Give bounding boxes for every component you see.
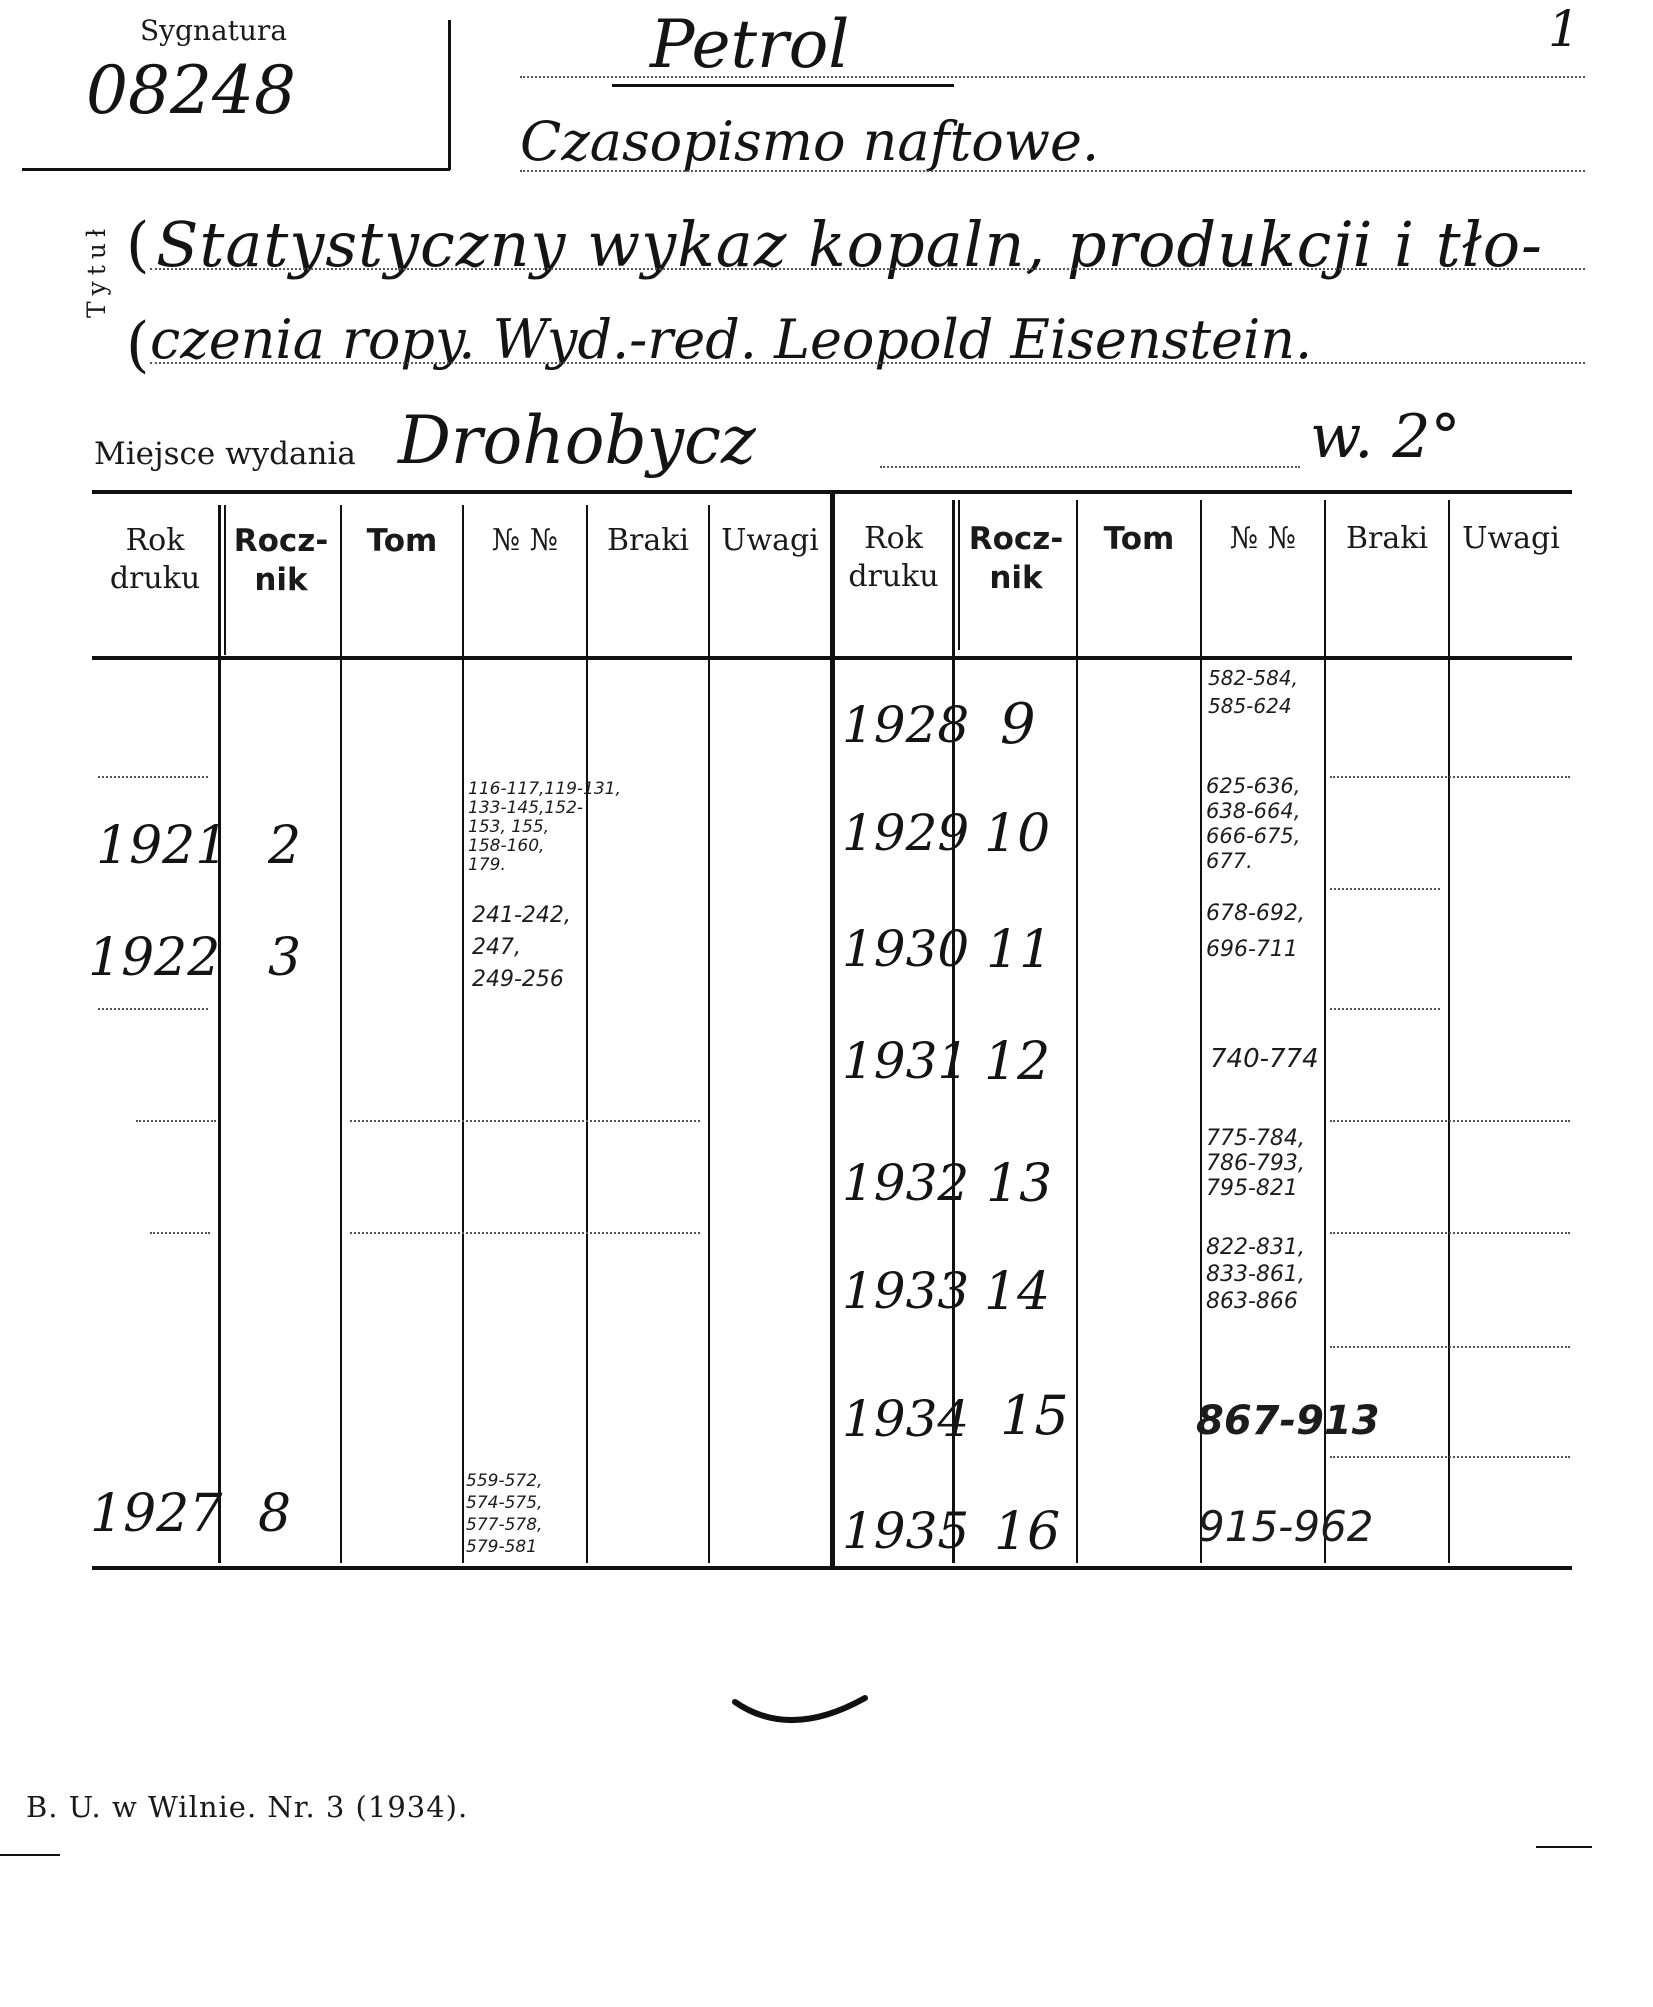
row-separator [1330, 1008, 1440, 1010]
left-row-1921-year: 1921 [96, 816, 229, 876]
format-value: w. 2° [1310, 402, 1461, 472]
right-row-1931-year: 1931 [842, 1032, 970, 1090]
right-row-1928-volume: 9 [1000, 692, 1036, 757]
right-row-1935-year: 1935 [842, 1502, 970, 1560]
signature-underline [22, 168, 450, 171]
number-range: 582-584, [1208, 666, 1298, 690]
number-range: 833-861, [1206, 1262, 1305, 1287]
right-row-1934-year: 1934 [842, 1390, 970, 1448]
header-rocz-line2: nik [254, 561, 308, 598]
col-divider-l2 [340, 505, 342, 1563]
row-separator [1330, 776, 1570, 778]
left-row-1927-year: 1927 [90, 1484, 223, 1544]
right-row-1930-volume: 11 [986, 920, 1053, 980]
number-range: 677. [1206, 849, 1253, 873]
header-rok-line2: druku [109, 560, 201, 596]
header-uwagi-left: Uwagi [721, 523, 819, 558]
right-row-1935-numbers: 915-962 [1198, 1502, 1374, 1551]
right-row-1928-year: 1928 [842, 696, 970, 754]
header-rok-line1: Rok [125, 523, 185, 558]
edge-mark-left [0, 1854, 60, 1856]
number-range: 822-831, [1206, 1235, 1305, 1260]
row-separator [98, 1008, 208, 1010]
right-row-1929-numbers [1206, 774, 1300, 874]
number-range: 116-117,119-131, [468, 779, 621, 799]
decorative-curve-icon [730, 1690, 870, 1750]
number-range: 625-636, [1206, 774, 1301, 798]
col-divider-l4 [586, 505, 588, 1563]
number-range: 133-145,152- [468, 798, 584, 818]
row-separator [1330, 1232, 1570, 1234]
right-row-1931-numbers: 740-774 [1210, 1044, 1319, 1074]
number-range: 247, [472, 935, 521, 960]
number-range: 775-784, [1206, 1126, 1305, 1151]
right-row-1932-numbers [1206, 1126, 1305, 1201]
header-braki-right: Braki [1345, 521, 1429, 556]
number-range: 666-675, [1206, 824, 1301, 848]
header-rok-line1: Rok [864, 521, 923, 556]
header-nr-left: № № [491, 523, 559, 558]
right-row-1933-volume: 14 [984, 1262, 1051, 1322]
col-divider-r5 [1448, 500, 1450, 1563]
right-row-1932-year: 1932 [842, 1154, 970, 1212]
row-separator [1330, 1346, 1570, 1348]
number-range: 678-692, [1206, 901, 1305, 926]
right-row-1933-numbers [1206, 1234, 1305, 1315]
number-range: 577-578, [466, 1515, 543, 1535]
row-separator [1330, 1456, 1570, 1458]
title-line-2: czenia ropy. Wyd.-red. Leopold Eisenstein. [150, 308, 1313, 371]
left-row-1922-numbers [472, 900, 571, 996]
right-row-1929-volume: 10 [984, 804, 1051, 864]
row-separator [136, 1120, 216, 1122]
header-rocz-line2: nik [989, 559, 1043, 596]
right-row-1935-volume: 16 [994, 1502, 1061, 1562]
title-line-1: Statystyczny wykaz kopaln, produkcji i tło- [156, 208, 1543, 281]
right-row-1932-volume: 13 [986, 1154, 1053, 1214]
header-rocz-right [956, 520, 1076, 598]
left-row-1922-year: 1922 [88, 928, 221, 988]
right-row-1928-numbers [1208, 664, 1298, 720]
title-main-underline [612, 84, 954, 87]
place-value: Drohobycz [398, 402, 756, 479]
header-tom-right: Tom [1103, 521, 1175, 557]
header-rocz-left [222, 522, 340, 600]
left-row-1922-volume: 3 [268, 928, 302, 988]
header-rocz-line1: Rocz- [233, 523, 329, 559]
center-divider [830, 494, 835, 1566]
number-range: 241-242, [472, 903, 571, 928]
row-separator [150, 1232, 210, 1234]
header-tom-left: Tom [366, 523, 438, 559]
number-range: 158-160, [468, 836, 545, 856]
left-row-1921-volume: 2 [268, 816, 302, 876]
place-dotline [880, 466, 1300, 468]
title-bracket-lower: ( [126, 310, 150, 380]
signature-label: Sygnatura [140, 14, 288, 47]
header-rok-left [92, 522, 218, 597]
left-row-1927-numbers [466, 1470, 542, 1558]
number-range: 179. [468, 855, 506, 875]
row-separator [98, 776, 208, 778]
col-divider-l3 [462, 505, 464, 1563]
row-separator [350, 1120, 700, 1122]
title-sub: Czasopismo naftowe. [520, 110, 1100, 173]
right-row-1930-numbers [1206, 896, 1305, 968]
number-range: 795-821 [1206, 1176, 1298, 1201]
number-range: 574-575, [466, 1493, 543, 1513]
col-divider-l1 [218, 505, 221, 1563]
header-rok-line2: druku [848, 558, 939, 594]
number-range: 249-256 [472, 967, 564, 992]
header-rocz-line1: Rocz- [968, 521, 1064, 557]
left-row-1927-volume: 8 [258, 1484, 292, 1544]
row-separator [1330, 1120, 1570, 1122]
title-sub-dotline [520, 170, 1585, 172]
col-divider-r2 [1076, 500, 1078, 1563]
right-row-1930-year: 1930 [842, 920, 970, 978]
right-row-1934-numbers: 867-913 [1196, 1398, 1380, 1444]
title-line-1-dotline [150, 268, 1585, 270]
number-range: 153, 155, [468, 817, 550, 837]
title-main-dotline [520, 76, 1585, 78]
place-label: Miejsce wydania [94, 436, 356, 472]
number-range: 579-581 [466, 1537, 538, 1557]
col-divider-l5 [708, 505, 710, 1563]
number-range: 638-664, [1206, 799, 1301, 823]
number-range: 559-572, [466, 1471, 543, 1491]
header-rok-right [835, 520, 952, 595]
number-range: 863-866 [1206, 1289, 1298, 1314]
right-row-1934-volume: 15 [1000, 1384, 1069, 1447]
number-range: 786-793, [1206, 1151, 1305, 1176]
left-row-1921-numbers [468, 780, 621, 875]
title-line-2-dotline [150, 362, 1585, 364]
title-main: Petrol [650, 6, 850, 83]
table-bottom-rule [92, 1566, 1572, 1570]
title-bracket: ( [126, 210, 150, 280]
right-row-1931-volume: 12 [984, 1032, 1051, 1092]
header-braki-left: Braki [606, 523, 690, 558]
row-separator [350, 1232, 700, 1234]
card-number: 1 [1548, 0, 1580, 58]
footer-publisher: B. U. w Wilnie. Nr. 3 (1934). [26, 1790, 469, 1824]
row-separator [1330, 888, 1440, 890]
signature-divider [448, 20, 451, 170]
number-range: 696-711 [1206, 937, 1298, 962]
header-nr-right: № № [1229, 521, 1297, 556]
tytul-label: Tytuł [82, 222, 111, 318]
right-row-1929-year: 1929 [842, 804, 970, 862]
number-range: 585-624 [1208, 694, 1292, 718]
header-uwagi-right: Uwagi [1462, 521, 1560, 556]
edge-mark-right [1536, 1846, 1592, 1848]
signature-value: 08248 [86, 52, 296, 129]
right-row-1933-year: 1933 [842, 1262, 970, 1320]
